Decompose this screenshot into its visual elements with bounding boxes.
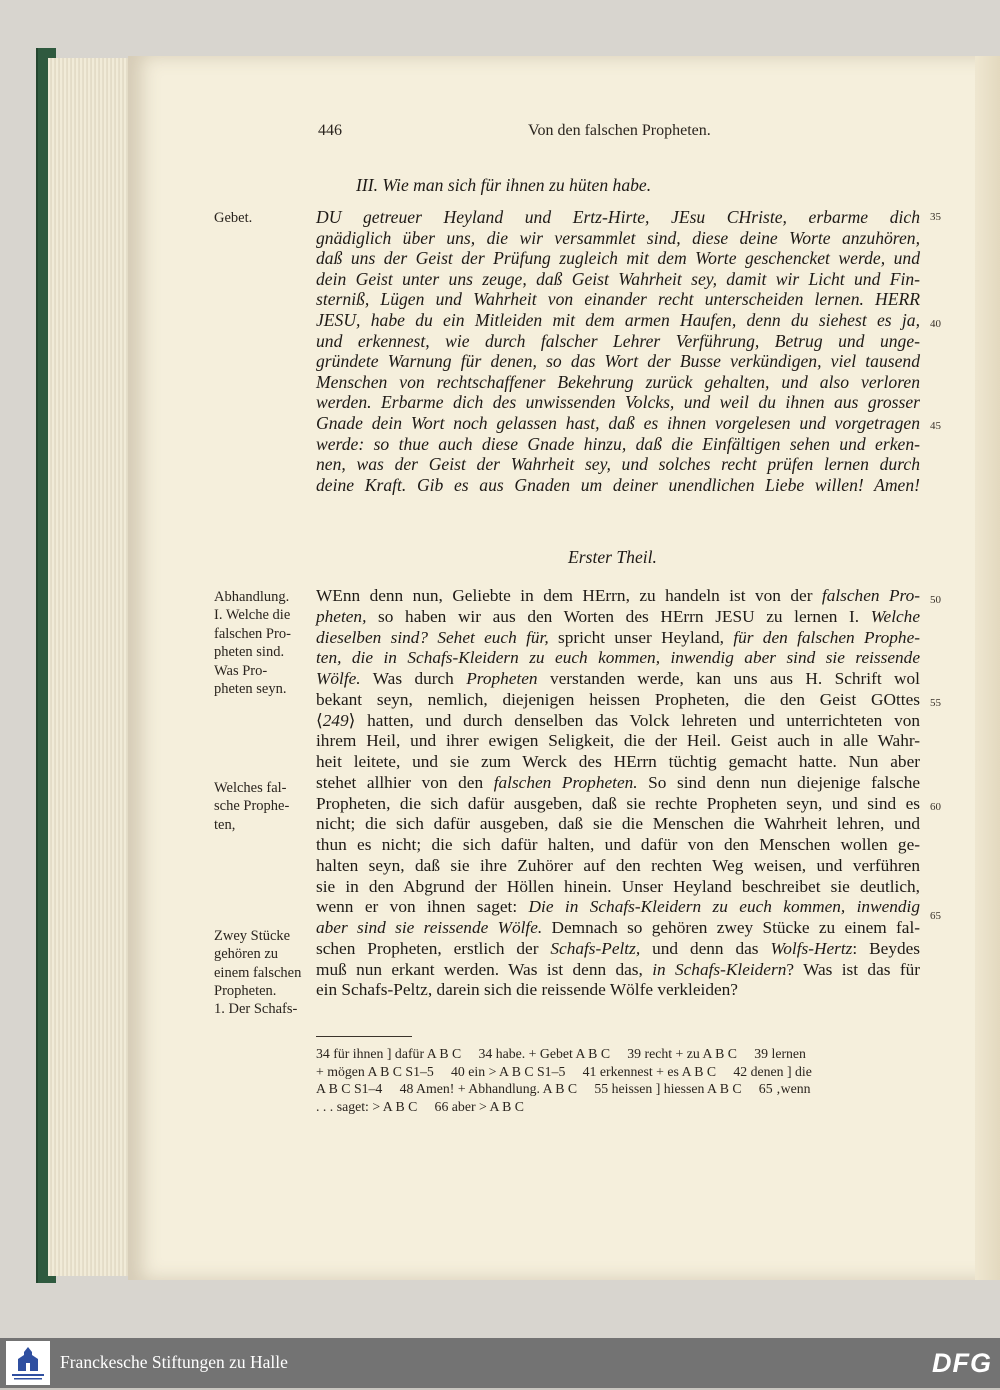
line-number: 65 (930, 910, 941, 922)
body-line (316, 607, 920, 628)
body-text-segment: Propheten, die sich dafür ausgeben, daß sie rechte Propheten seyn, und sind es (316, 793, 920, 813)
body-text-segment: schen Propheten, erstlich der (316, 938, 551, 958)
body-text-segment: Wölfe. (316, 669, 361, 688)
margin-note-line: Abhandlung. (214, 589, 290, 605)
prayer-line: gnädiglich über uns, die wir versammlet sind, diese deine Worte anzuhören, (316, 227, 920, 248)
margin-note-line: ten, (214, 816, 236, 833)
body-text-segment: falschen Pro- (821, 586, 920, 605)
body-line (316, 877, 920, 898)
body-line (316, 773, 920, 794)
prayer-line: werden. Erbarme dich des unwissenden Volcks, und weil du ihnen aus grosser (316, 392, 920, 413)
prayer-line: Menschen von rechtschaffener Bekehrung zurück gehalten, und also verloren (316, 371, 920, 392)
body-text-segment: dieselben sind? Sehet euch für, (316, 627, 549, 647)
body-text-segment: wenn er von ihnen saget: (316, 897, 529, 917)
margin-note-line: pheten sind. (214, 643, 285, 660)
prayer-line: deine Kraft. Gib es aus Gnaden um deiner unendlichen Liebe willen! Amen! (316, 474, 920, 495)
body-text-segment: für den falschen Prophe- (733, 627, 920, 647)
body-text-segment: ihrem Heil, und ihrer ewigen Seligkeit, die der Heil. Geist auch in alle Wahr- (316, 731, 920, 751)
body-line (316, 731, 920, 752)
body-line (316, 856, 920, 877)
line-number: 50 (930, 594, 941, 606)
section-heading: III. Wie man sich für ihnen zu hüten habe. (356, 175, 652, 195)
prayer-line: sterniß, Lügen und Wahrheit von einander recht unterscheiden lernen. HERR (316, 289, 920, 310)
body-line (316, 711, 920, 732)
running-title: Von den falschen Propheten. (528, 122, 711, 139)
dfg-logo: DFG (932, 1348, 992, 1378)
part-heading: Erster Theil. (568, 547, 657, 567)
francke-logo (6, 1341, 50, 1385)
body-text-segment: Schafs-Peltz, (550, 938, 641, 958)
body-text-segment: pheten, (316, 606, 367, 626)
body-line (316, 835, 920, 856)
body-text-segment: So sind denn nun diejenige falsche (637, 772, 921, 792)
prayer-line: daß uns der Geist der Prüfung zugleich mit dem Worte geschencket werde, und (316, 248, 920, 269)
body-text-segment: bekant seyn, nemlich, diejenigen heissen Propheten, die den Geist GOttes (316, 689, 920, 709)
line-number: 60 (930, 801, 941, 813)
margin-note-zwey-stuecke (214, 927, 308, 1018)
margin-note-was-propheten (214, 662, 308, 699)
body-text-segment: aber sind sie reissende Wölfe. (316, 918, 543, 937)
body-text-segment: heit leitete, und sie zum Werck des HErrn tüchtig gemacht hatte. Nun aber (316, 752, 920, 771)
body-text-segment: ten, die in Schafs-Kleidern zu euch kommen, inwendig aber sind sie reissende (316, 648, 920, 668)
institution-logo-icon (6, 1341, 50, 1385)
body-line (316, 586, 920, 607)
body-text-segment: falschen Propheten. (493, 772, 638, 792)
page-edges (48, 58, 134, 1276)
page-number: 446 (318, 122, 342, 139)
body-line (316, 690, 920, 711)
margin-note-line: falschen Pro- (214, 625, 291, 642)
body-text-segment: so haben wir aus den Worten des HErrn JESU zu lernen I. (366, 606, 871, 626)
margin-note-line: Welches fal- (214, 780, 287, 796)
footer-institution-name[interactable]: Franckesche Stiftungen zu Halle (60, 1352, 288, 1372)
margin-note-line: pheten seyn. (214, 681, 287, 698)
prayer-line: werde: so thue auch diese Gnade hinzu, daß die Einfältigen sehen und erken- (316, 433, 920, 454)
prayer-line: dein Geist unter uns zeuge, daß Geist Wahrheit sey, damit wir Licht und Fin- (316, 268, 920, 289)
body-line (316, 669, 920, 690)
body-text-segment: spricht unser Heyland, (548, 627, 734, 647)
main-body-text (316, 586, 920, 1001)
margin-note-line: gehören zu (214, 946, 279, 963)
body-text-segment: Propheten (466, 669, 538, 688)
footnote-line: . . . saget: > A B C 66 aber > A B C (316, 1098, 524, 1114)
line-number: 55 (930, 697, 941, 709)
line-number: 45 (930, 420, 941, 432)
body-text-segment: und denn das (640, 938, 771, 958)
body-line (316, 939, 920, 960)
body-text-segment: ⟩ hatten, und durch denselben das Volck lehreten und unterrichteten von (348, 710, 920, 730)
body-text-segment: verstanden werde, kan uns aus H. Schrift wol (537, 669, 920, 688)
body-text-segment: muß nun erkant werden. Was ist denn das, (316, 959, 653, 979)
prayer-line: und erkennest, wie durch falscher Lehrer Verführung, Betrug und unge- (316, 330, 920, 351)
body-text-segment: 249 (322, 710, 349, 730)
body-text-segment: sie in den Abgrund der Höllen hinein. Unser Heyland beschreibet sie deutlich, (316, 876, 920, 896)
footnote-line: A B C S1–4 48 Amen! + Abhandlung. A B C 55 heissen ] hiessen A B C 65 ‚wenn (316, 1081, 811, 1096)
footnote-line: + mögen A B C S1–5 40 ein > A B C S1–5 41 erkennest + es A B C 42 denen ] die (316, 1063, 812, 1079)
margin-label-gebet: Gebet. (214, 210, 253, 226)
line-number: 35 (930, 211, 941, 223)
body-line (316, 918, 920, 939)
prayer-line: JESU, habe du ein Mitleiden mit dem armen Haufen, denn du siehest es ja, (316, 309, 920, 330)
body-text-segment: in Schafs-Kleidern (652, 959, 787, 979)
margin-note-line: Propheten. (214, 982, 277, 999)
body-text-segment: stehet allhier von den (316, 772, 494, 792)
body-text-segment: Welche (870, 606, 920, 626)
margin-note-line: Was Pro- (214, 663, 268, 679)
prayer-line: DU getreuer Heyland und Ertz-Hirte, JEsu CHriste, erbarme dich (316, 207, 920, 227)
margin-note-abhandlung (214, 588, 308, 661)
body-line (316, 752, 920, 773)
margin-note-line: 1. Der Schafs- (214, 1001, 298, 1018)
margin-note-welches (214, 779, 308, 834)
body-text-segment: Die in Schafs-Kleidern zu euch kommen, inwendig (528, 897, 920, 917)
body-line (316, 960, 920, 981)
body-text-segment: Wolfs-Hertz (770, 938, 853, 958)
line-number: 40 (930, 318, 941, 330)
body-line (316, 980, 920, 1001)
margin-note-line: Zwey Stücke (214, 928, 291, 944)
margin-note-line: einem falschen (214, 964, 302, 981)
body-text-segment: ein Schafs-Peltz, darein sich die reissende Wölfe verkleiden? (316, 980, 738, 1000)
prayer-line: nen, was der Geist der Wahrheit sey, und solches recht prüfen lernen durch (316, 454, 920, 475)
body-text-segment: halten seyn, daß sie ihre Zuhörer auf den rechten Weg weisen, und verführen (316, 855, 920, 875)
body-text-segment: Was durch (360, 669, 467, 688)
body-text-segment: Demnach so gehören zwey Stücke zu einem fal- (542, 918, 921, 937)
body-text-segment: WEnn denn nun, Geliebte in dem HErrn, zu handeln ist von der (316, 586, 822, 605)
prayer-line: Gnade dein Wort noch gelassen hast, daß es ihnen vorgelesen und vorgetragen (316, 412, 920, 433)
body-text-segment: : Beydes (852, 938, 920, 958)
prayer-line: gründete Warnung für denen, so das Wort der Busse verkündigen, viel tausend (316, 351, 920, 372)
body-line (316, 794, 920, 815)
body-line (316, 897, 920, 918)
footnote-line: 34 für ihnen ] dafür A B C 34 habe. + Gebet A B C 39 recht + zu A B C 39 lernen (316, 1046, 806, 1061)
critical-apparatus (316, 1045, 920, 1115)
margin-note-line: I. Welche die (214, 607, 291, 624)
facing-page-gutter (975, 56, 1000, 1280)
body-text-segment: thun es nicht; die sich dafür halten, und dafür von den Menschen wollen ge- (316, 835, 920, 854)
body-line (316, 628, 920, 649)
footer-bar (0, 1338, 1000, 1388)
body-text-segment: ⟨ (316, 710, 323, 730)
margin-note-line: sche Prophe- (214, 798, 290, 815)
body-line (316, 648, 920, 669)
body-text-segment: nicht; die sich dafür ausgeben, daß sie die Menschen die Wahrheit lehren, und (316, 814, 920, 834)
footnote-rule (316, 1036, 412, 1037)
prayer-text (316, 207, 920, 495)
body-text-segment: ? Was ist das für (786, 959, 920, 979)
body-line (316, 814, 920, 835)
